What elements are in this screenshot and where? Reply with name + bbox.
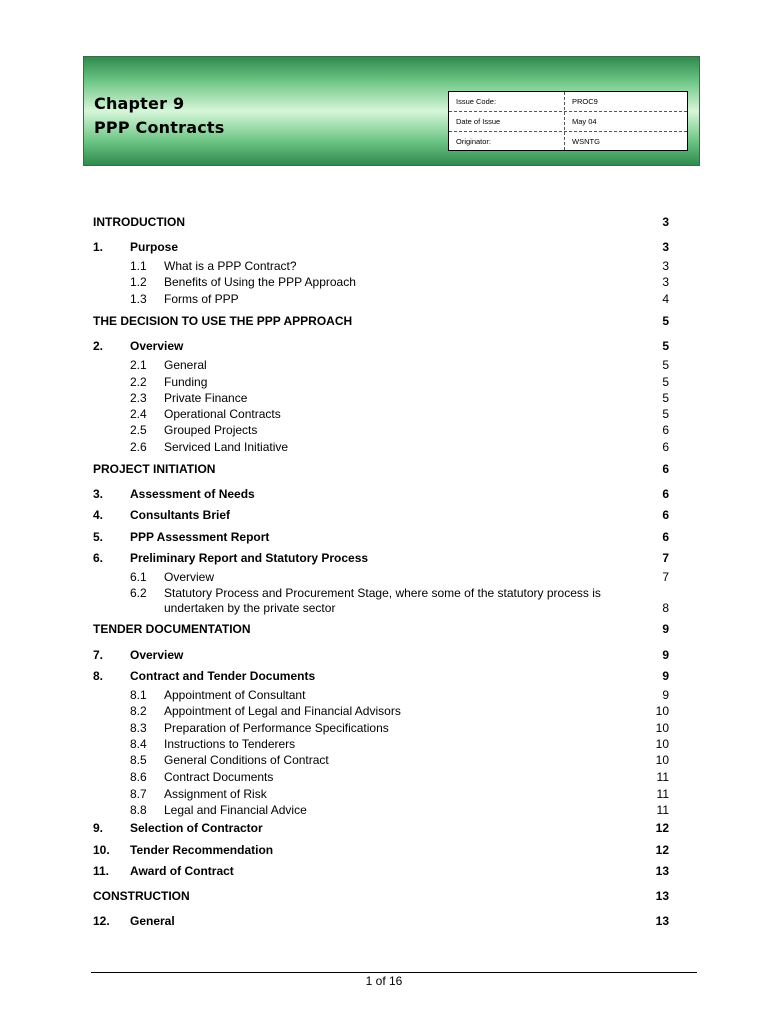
toc-entry-label: Legal and Financial Advice [164, 803, 307, 817]
issue-date-row [449, 111, 687, 131]
toc-entry-label: Overview [164, 570, 215, 584]
toc-page: 11 [656, 770, 669, 784]
toc-entry-label: General Conditions of Contract [164, 753, 329, 767]
toc-entry-number: 2.3 [130, 391, 147, 405]
toc-entry-label: Preliminary Report and Statutory Process [130, 551, 369, 565]
toc-entry-label: General [130, 914, 175, 928]
toc-entry-label: Preparation of Performance Specifications [164, 721, 389, 735]
toc-heading-decision[interactable]: THE DECISION TO USE THE PPP APPROACH [93, 314, 353, 328]
toc-entry-number: 8.6 [130, 770, 147, 784]
toc-entry-label: Selection of Contractor [130, 821, 263, 835]
toc-page: 10 [655, 753, 669, 767]
toc-page: 13 [655, 889, 669, 903]
toc-entry-label: Benefits of Using the PPP Approach [164, 275, 356, 289]
toc-page: 3 [662, 240, 669, 254]
chapter-header-band [83, 56, 700, 166]
toc-heading-introduction[interactable]: INTRODUCTION [93, 215, 185, 229]
toc-entry-number: 10. [93, 843, 110, 857]
toc-page: 9 [662, 688, 669, 702]
toc-entry-label: Grouped Projects [164, 423, 258, 437]
toc-entry-label: General [164, 358, 207, 372]
toc-entry-label: Serviced Land Initiative [164, 440, 289, 454]
toc-page: 11 [656, 787, 669, 801]
toc-entry-label: Forms of PPP [164, 292, 239, 306]
toc-entry-label-continuation: undertaken by the private sector [164, 601, 336, 615]
toc-entry-label: Assessment of Needs [130, 487, 255, 501]
toc-entry-label: Operational Contracts [164, 407, 281, 421]
toc-entry-number: 2.6 [130, 440, 147, 454]
toc-entry-number: 6.1 [130, 570, 147, 584]
toc-entry-number: 8. [93, 669, 104, 683]
chapter-title: PPP Contracts [94, 118, 225, 137]
toc-page: 11 [656, 803, 669, 817]
toc-heading-initiation[interactable]: PROJECT INITIATION [93, 462, 216, 476]
toc-entry-label: Overview [130, 648, 184, 662]
toc-page: 6 [662, 423, 669, 437]
originator-row [449, 131, 687, 151]
toc-entry-label: Contract and Tender Documents [130, 669, 316, 683]
toc-page: 6 [662, 462, 669, 476]
toc-entry-label: Contract Documents [164, 770, 274, 784]
toc-page: 7 [662, 551, 669, 565]
toc-page: 6 [662, 487, 669, 501]
toc-page: 10 [655, 737, 669, 751]
toc-entry-number: 8.4 [130, 737, 147, 751]
toc-entry-number: 2.5 [130, 423, 147, 437]
toc-page: 3 [662, 275, 669, 289]
toc-entry-label: Purpose [130, 240, 179, 254]
toc-entry-number: 2. [93, 339, 104, 353]
toc-entry-number: 9. [93, 821, 104, 835]
toc-page: 10 [655, 721, 669, 735]
toc-page: 5 [662, 391, 669, 405]
chapter-number: Chapter 9 [94, 94, 185, 113]
toc-entry-number: 1.2 [130, 275, 147, 289]
toc-page: 5 [662, 358, 669, 372]
toc-entry-label: Overview [130, 339, 184, 353]
toc-heading-tender[interactable]: TENDER DOCUMENTATION [93, 622, 251, 636]
toc-entry-number: 12. [93, 914, 110, 928]
toc-entry-label: Statutory Process and Procurement Stage, where some of the statutory process is [164, 586, 601, 600]
page-number: 1 of 16 [365, 974, 403, 988]
toc-page: 10 [655, 704, 669, 718]
toc-page: 5 [662, 375, 669, 389]
toc-entry-label: Consultants Brief [130, 508, 231, 522]
toc-entry-number: 11. [93, 864, 110, 878]
issue-code-key: Issue Code: [456, 97, 497, 106]
toc-entry-number: 8.7 [130, 787, 147, 801]
toc-entry-label: Private Finance [164, 391, 248, 405]
originator-key: Originator: [456, 137, 492, 146]
toc-entry-label: Funding [164, 375, 208, 389]
toc-heading-construction[interactable]: CONSTRUCTION [93, 889, 190, 903]
toc-entry-number: 6.2 [130, 586, 147, 600]
toc-entry-number: 8.8 [130, 803, 147, 817]
toc-page: 6 [662, 508, 669, 522]
originator-value: WSNTG [572, 137, 600, 146]
toc-page: 6 [662, 440, 669, 454]
toc-page: 13 [655, 864, 669, 878]
toc-page: 3 [662, 259, 669, 273]
toc-entry-number: 6. [93, 551, 104, 565]
toc-entry-number: 8.3 [130, 721, 147, 735]
toc-page: 5 [662, 314, 669, 328]
toc-entry-number: 8.2 [130, 704, 147, 718]
toc-page: 9 [662, 669, 669, 683]
issue-code-row [449, 92, 687, 111]
toc-page: 12 [655, 821, 669, 835]
toc-entry-label: Instructions to Tenderers [164, 737, 296, 751]
toc-entry-label: Appointment of Consultant [164, 688, 306, 702]
toc-page: 3 [662, 215, 669, 229]
issue-code-value: PROC9 [572, 97, 598, 106]
toc-entry-number: 2.1 [130, 358, 147, 372]
issue-date-key: Date of Issue [456, 117, 501, 126]
toc-entry-label: Award of Contract [130, 864, 234, 878]
toc-page: 9 [662, 622, 669, 636]
toc-entry-number: 1.3 [130, 292, 147, 306]
toc-entry-number: 1.1 [130, 259, 147, 273]
toc-entry-label: Appointment of Legal and Financial Advisors [164, 704, 401, 718]
toc-entry-label: Assignment of Risk [164, 787, 267, 801]
toc-entry-number: 7. [93, 648, 104, 662]
toc-page: 8 [662, 601, 669, 615]
toc-entry-number: 2.4 [130, 407, 147, 421]
toc-page: 9 [662, 648, 669, 662]
toc-page: 5 [662, 339, 669, 353]
toc-page: 7 [662, 570, 669, 584]
toc-entry-number: 5. [93, 530, 104, 544]
toc-entry-label: Tender Recommendation [130, 843, 274, 857]
toc-page: 6 [662, 530, 669, 544]
toc-entry-number: 8.5 [130, 753, 147, 767]
toc-entry-number: 2.2 [130, 375, 147, 389]
toc-entry-number: 3. [93, 487, 104, 501]
toc-entry-label: What is a PPP Contract? [164, 259, 297, 273]
toc-entry-number: 4. [93, 508, 104, 522]
toc-entry-label: PPP Assessment Report [130, 530, 270, 544]
toc-entry-number: 1. [93, 240, 104, 254]
footer-divider [91, 972, 697, 973]
toc-page: 13 [655, 914, 669, 928]
toc-page: 5 [662, 407, 669, 421]
toc-entry-number: 8.1 [130, 688, 147, 702]
toc-page: 4 [662, 292, 669, 306]
toc-page: 12 [655, 843, 669, 857]
issue-info-box [448, 91, 688, 151]
issue-date-value: May 04 [572, 117, 597, 126]
